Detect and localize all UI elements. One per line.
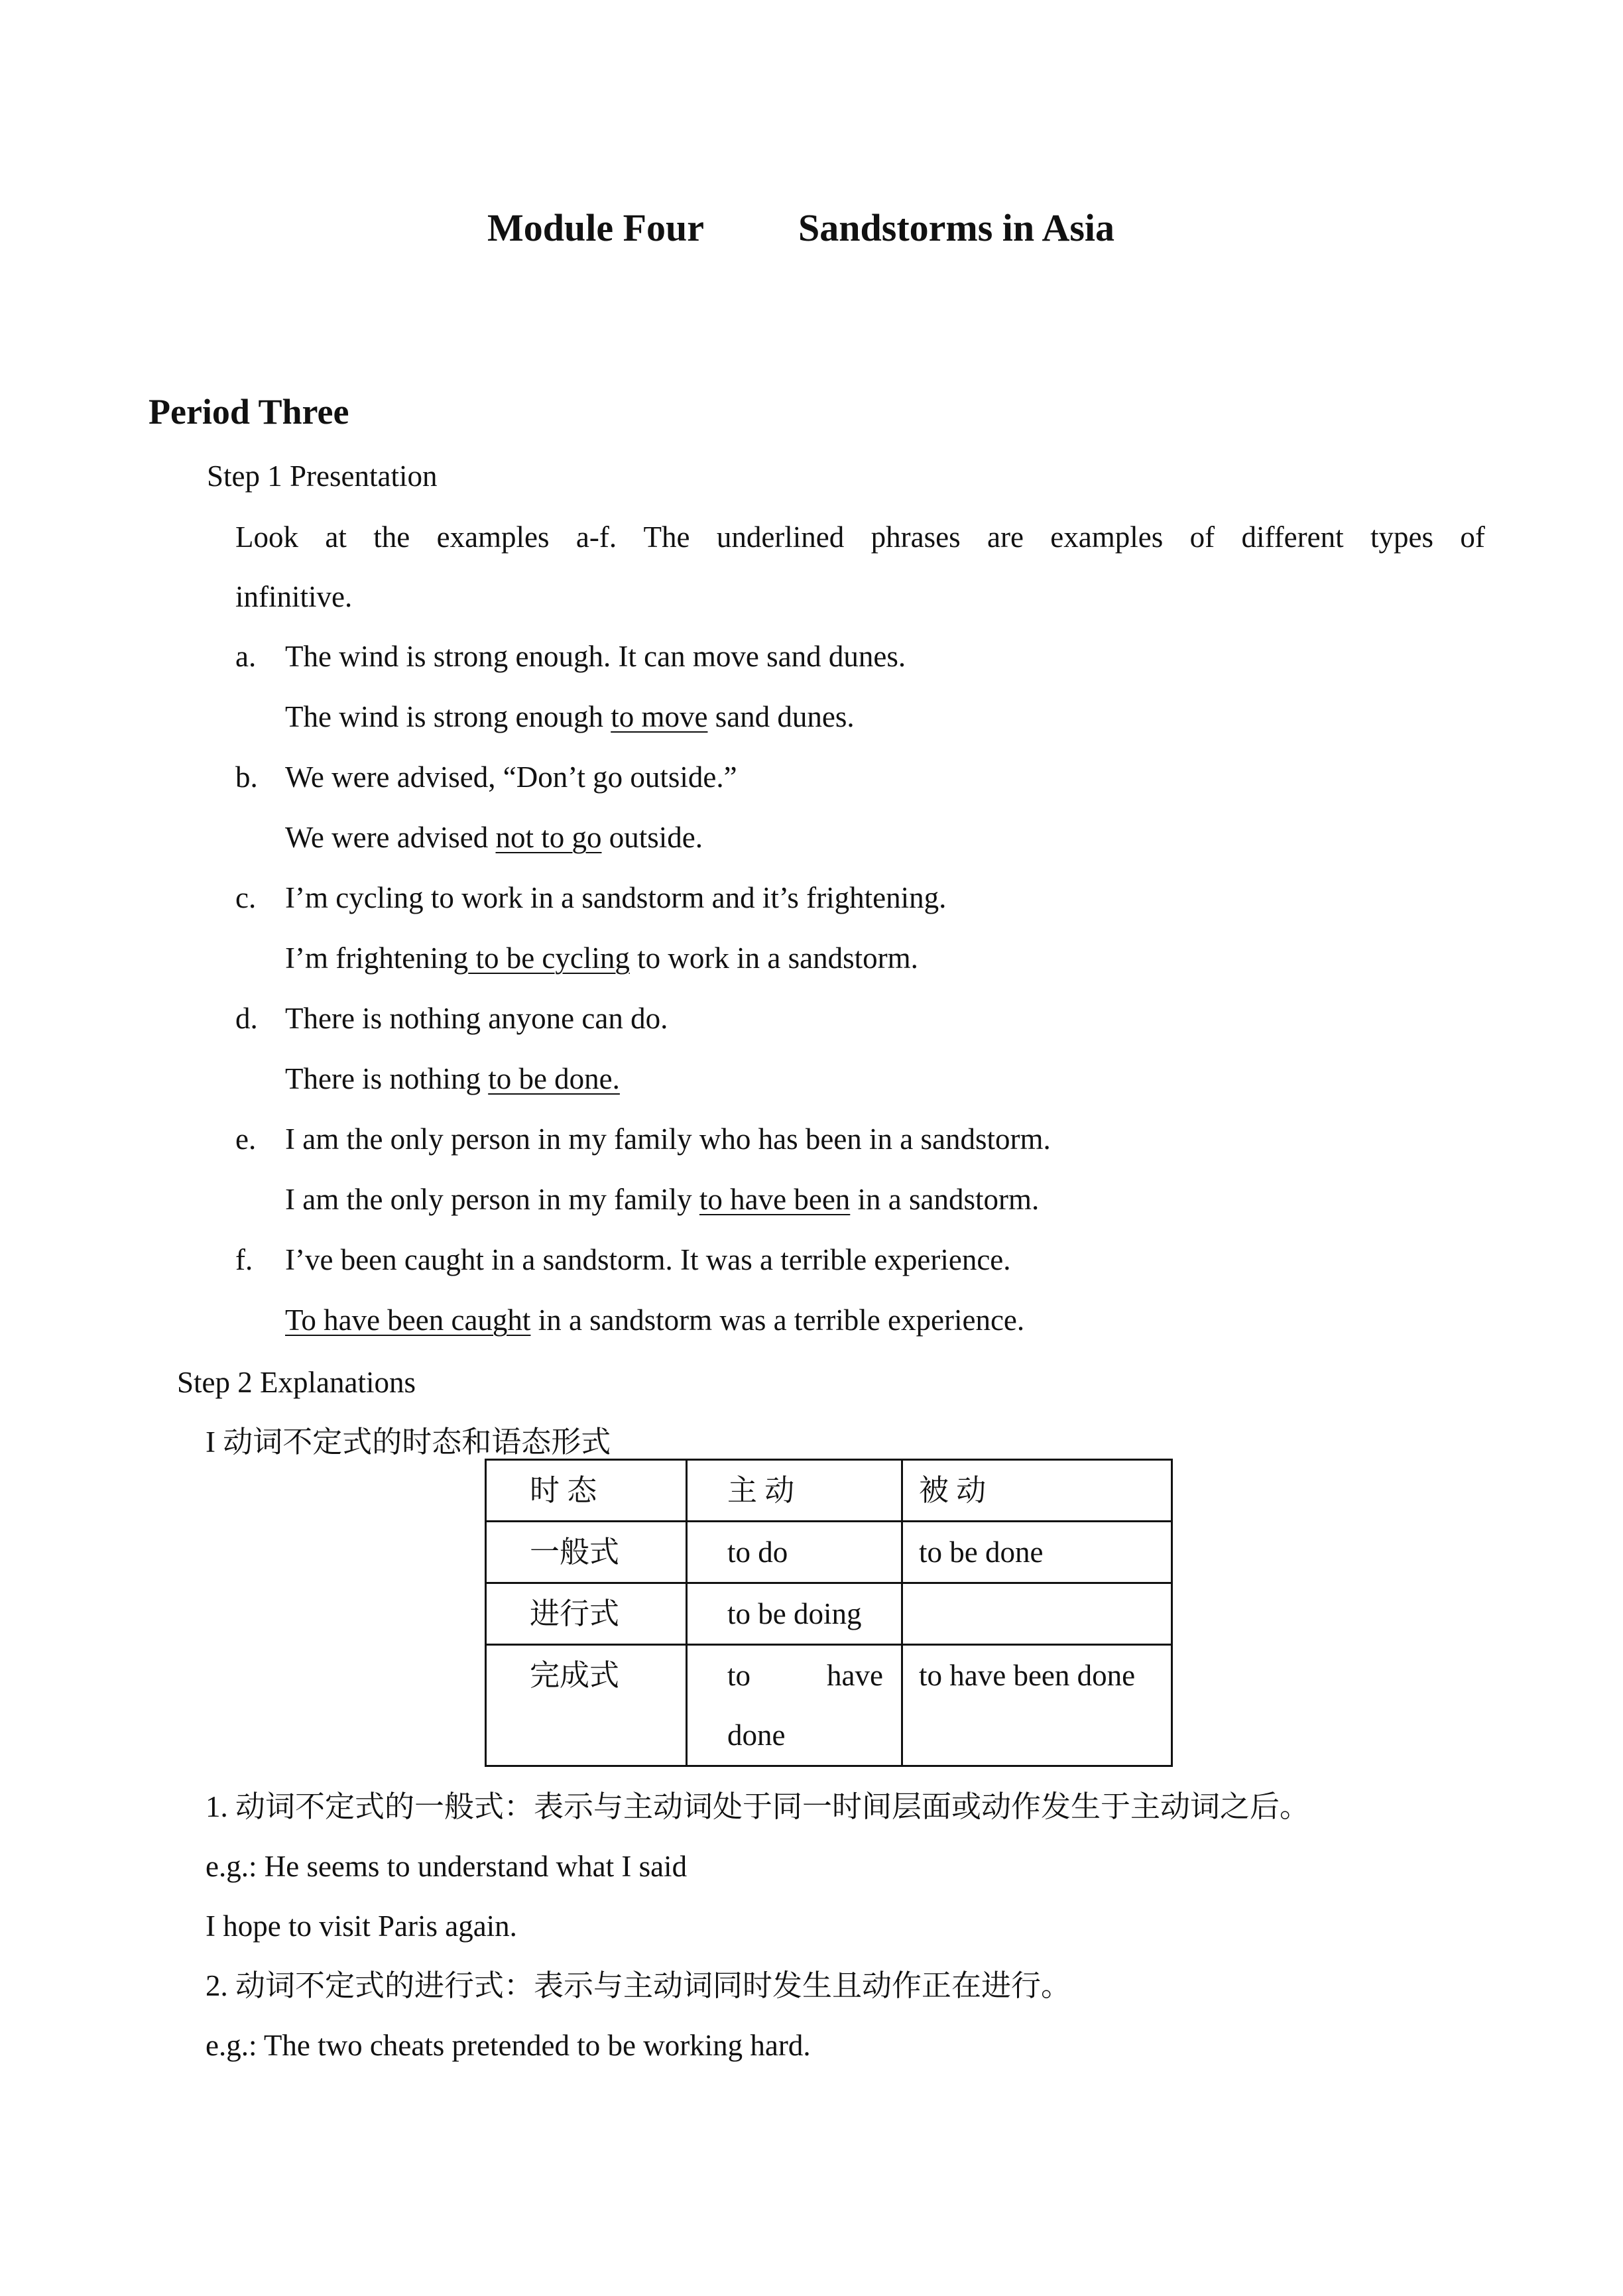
intro-word: underlined — [716, 520, 845, 554]
header-passive: 被 动 — [902, 1460, 1172, 1522]
table-cell: to have been done — [902, 1645, 1172, 1766]
intro-word: a-f. — [575, 520, 617, 554]
table-cell: 一般式 — [486, 1522, 687, 1583]
underlined-infinitive: to move — [611, 700, 708, 733]
example-letter: d. — [235, 1002, 258, 1035]
example-original: We were advised, “Don’t go outside.” — [285, 760, 737, 794]
page-title-topic — [798, 206, 1114, 250]
intro-line-1 — [235, 517, 1485, 557]
intro-word: at — [325, 520, 347, 554]
header-active: 主 动 — [687, 1460, 902, 1522]
intro-word: different — [1241, 520, 1344, 554]
perfect-active-line2: done — [727, 1719, 786, 1752]
example-original: I’ve been caught in a sandstorm. It was a terrible experience. — [285, 1243, 1011, 1276]
intro-word: of — [1460, 520, 1485, 554]
section-1-heading: I 动词不定式的时态和语态形式 — [206, 1425, 611, 1459]
rewrite-after: to work in a sandstorm. — [629, 941, 918, 975]
perfect-active-line1 — [727, 1646, 883, 1705]
step1-heading: Step 1 Presentation — [207, 459, 438, 493]
point-1: 1. 动词不定式的一般式：表示与主动词处于同一时间层面或动作发生于主动词之后。 — [206, 1790, 1310, 1823]
intro-line-2: infinitive. — [235, 580, 353, 613]
intro-word: phrases — [871, 520, 961, 554]
title-module: Module Four — [487, 206, 705, 249]
example-original: The wind is strong enough. It can move sand dunes. — [285, 640, 906, 673]
rewrite-after: outside. — [601, 821, 703, 854]
example-rewrite — [285, 697, 855, 737]
underlined-infinitive: to be cycling — [468, 941, 630, 975]
table-cell: to be doing — [687, 1583, 902, 1645]
rewrite-after: sand dunes. — [707, 700, 855, 733]
word-have: have — [827, 1659, 883, 1692]
table-header-row — [486, 1460, 1172, 1522]
rewrite-before: I’m frightening — [285, 941, 469, 975]
table-cell: to do — [687, 1522, 902, 1583]
intro-word: are — [987, 520, 1024, 554]
example-original: I am the only person in my family who has been in a sandstorm. — [285, 1122, 1051, 1156]
example-original: There is nothing anyone can do. — [285, 1002, 668, 1035]
example-original: I’m cycling to work in a sandstorm and it’s frightening. — [285, 881, 947, 914]
underlined-infinitive: not to go — [495, 821, 602, 854]
intro-word: of — [1189, 520, 1215, 554]
underlined-infinitive: to have been — [699, 1183, 851, 1216]
example-letter: e. — [235, 1122, 257, 1156]
table-cell: 完成式 — [486, 1645, 687, 1766]
intro-word: examples — [436, 520, 550, 554]
period-heading: Period Three — [149, 392, 349, 432]
tense-voice-table — [485, 1459, 1173, 1767]
example-letter: c. — [235, 881, 257, 914]
table-row — [486, 1522, 1172, 1583]
rewrite-before: The wind is strong enough — [285, 700, 611, 733]
intro-word: The — [643, 520, 690, 554]
rewrite-after: in a sandstorm was a terrible experience. — [530, 1303, 1025, 1337]
example-letter: b. — [235, 760, 258, 794]
underlined-infinitive: to be done. — [488, 1062, 620, 1095]
point-2-example-1: e.g.: The two cheats pretended to be working hard. — [206, 2029, 811, 2062]
rewrite-before: We were advised — [285, 821, 496, 854]
example-letter: f. — [235, 1243, 253, 1276]
table-row — [486, 1583, 1172, 1645]
header-tense: 时 态 — [486, 1460, 687, 1522]
underlined-infinitive: To have been caught — [285, 1303, 531, 1337]
example-letter: a. — [235, 640, 257, 673]
step2-heading: Step 2 Explanations — [177, 1366, 416, 1399]
example-rewrite — [285, 1059, 620, 1099]
example-rewrite — [285, 817, 703, 857]
table-cell: to be done — [902, 1522, 1172, 1583]
point-2: 2. 动词不定式的进行式：表示与主动词同时发生且动作正在进行。 — [206, 1969, 1071, 2002]
intro-word: examples — [1050, 520, 1164, 554]
point-1-example-2: I hope to visit Paris again. — [206, 1909, 517, 1943]
rewrite-before: I am the only person in my family — [285, 1183, 699, 1216]
table-cell: 进行式 — [486, 1583, 687, 1645]
page-title — [487, 206, 704, 250]
example-rewrite — [285, 1300, 1024, 1340]
intro-word: Look — [235, 520, 298, 554]
intro-word: types — [1370, 520, 1433, 554]
example-rewrite — [285, 938, 918, 978]
rewrite-after: in a sandstorm. — [850, 1183, 1040, 1216]
title-topic: Sandstorms in Asia — [798, 206, 1115, 249]
table-cell-perfect-active — [687, 1645, 902, 1766]
example-rewrite — [285, 1179, 1039, 1219]
point-1-example-1: e.g.: He seems to understand what I said — [206, 1850, 688, 1883]
table-cell — [902, 1583, 1172, 1645]
table-row — [486, 1645, 1172, 1766]
intro-word: the — [373, 520, 410, 554]
word-to: to — [727, 1659, 751, 1692]
rewrite-before: There is nothing — [285, 1062, 489, 1095]
